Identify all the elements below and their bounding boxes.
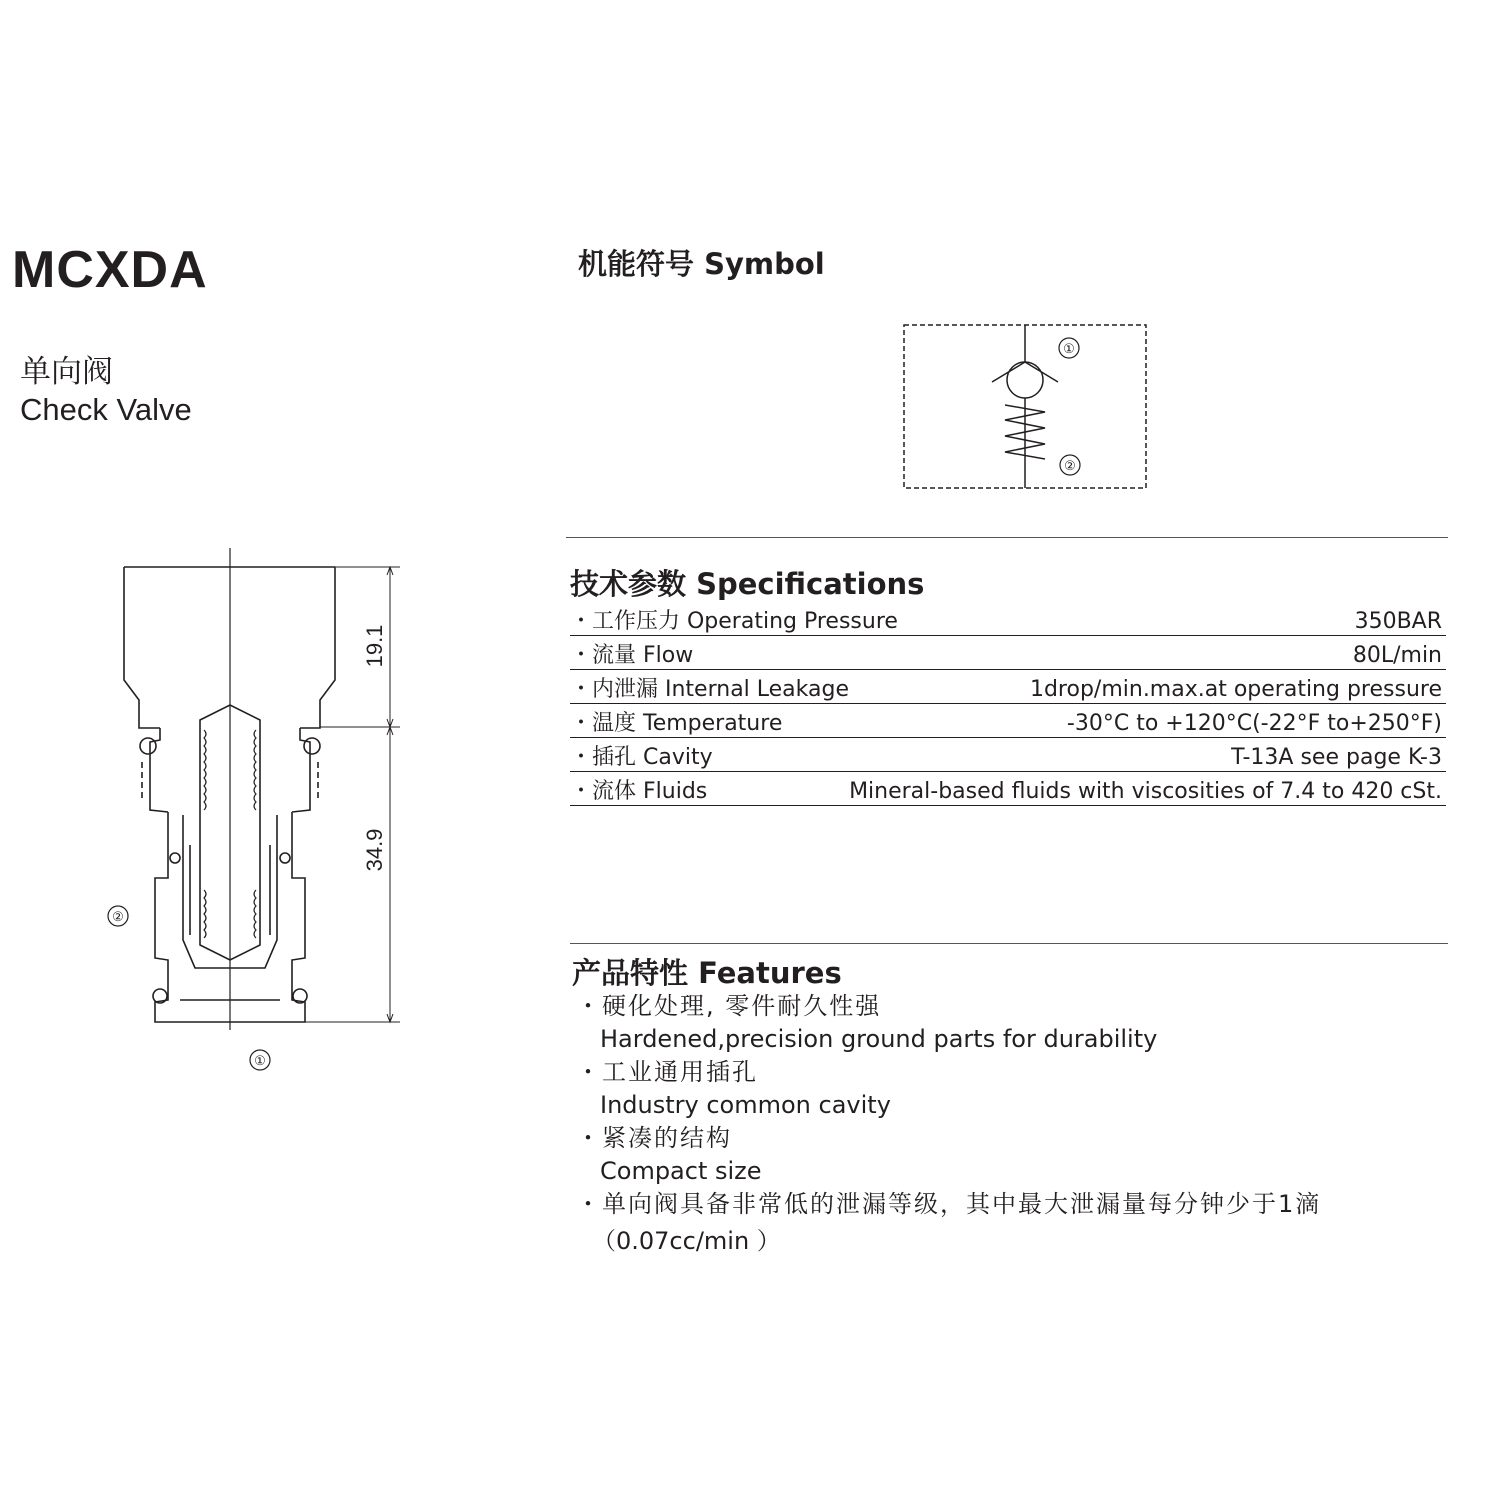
feature-item-cn: ・工业通用插孔 — [576, 1058, 758, 1086]
feature-item-en: Hardened,precision ground parts for durability — [600, 1025, 1158, 1053]
feature-item-cn: ・单向阀具备非常低的泄漏等级，其中最大泄漏量每分钟少于1滴 — [576, 1190, 1322, 1218]
spec-label: ・温度 Temperature — [570, 711, 783, 736]
spec-value: Mineral-based fluids with viscosities of 7.4 to 420 cSt. — [849, 779, 1442, 804]
spec-value: T-13A see page K-3 — [1231, 745, 1442, 770]
port-2-label: ② — [112, 909, 124, 924]
section-divider — [570, 943, 1448, 944]
feature-item-en: Industry common cavity — [600, 1091, 891, 1119]
spec-row-cavity — [570, 738, 1446, 772]
feature-item-cn: ・硬化处理, 零件耐久性强 — [576, 992, 882, 1020]
dimension-34-9: 34.9 — [362, 828, 387, 872]
spec-row-internal-leakage — [570, 670, 1446, 704]
feature-item-en: Compact size — [600, 1157, 762, 1185]
spec-value: 80L/min — [1352, 643, 1442, 668]
specifications-table — [570, 602, 1446, 806]
spec-row-flow — [570, 636, 1446, 670]
spec-value: 350BAR — [1354, 609, 1442, 634]
spec-value: -30°C to +120°C(-22°F to+250°F) — [1066, 711, 1442, 736]
specifications-heading: 技术参数 Specifications — [570, 567, 925, 601]
spec-value: 1drop/min.max.at operating pressure — [1029, 677, 1442, 702]
spec-row-fluids — [570, 772, 1446, 806]
spec-label: ・工作压力 Operating Pressure — [570, 609, 898, 634]
symbol-heading: 机能符号 Symbol — [578, 247, 825, 281]
spec-row-temperature — [570, 704, 1446, 738]
symbol-port-2-label: ② — [1064, 458, 1076, 473]
section-divider — [566, 537, 1448, 538]
spec-label: ・插孔 Cavity — [570, 745, 713, 770]
spec-row-operating-pressure — [570, 602, 1446, 636]
feature-item-en: （0.07cc/min ） — [592, 1227, 781, 1255]
spec-label: ・流量 Flow — [570, 643, 694, 668]
product-name-en: Check Valve — [20, 392, 192, 427]
check-ball — [1007, 362, 1043, 398]
spec-label: ・流体 Fluids — [570, 779, 708, 804]
features-heading: 产品特性 Features — [572, 956, 842, 990]
dimension-19-1: 19.1 — [362, 624, 387, 668]
symbol-port-1-label: ① — [1063, 341, 1075, 356]
feature-item-cn: ・紧凑的结构 — [576, 1124, 732, 1152]
features-list — [576, 990, 1456, 1261]
port-1-label: ① — [254, 1053, 266, 1068]
product-name-cn: 单向阀 — [20, 354, 113, 390]
model-number: MCXDA — [12, 241, 208, 299]
spec-label: ・内泄漏 Internal Leakage — [570, 677, 849, 702]
